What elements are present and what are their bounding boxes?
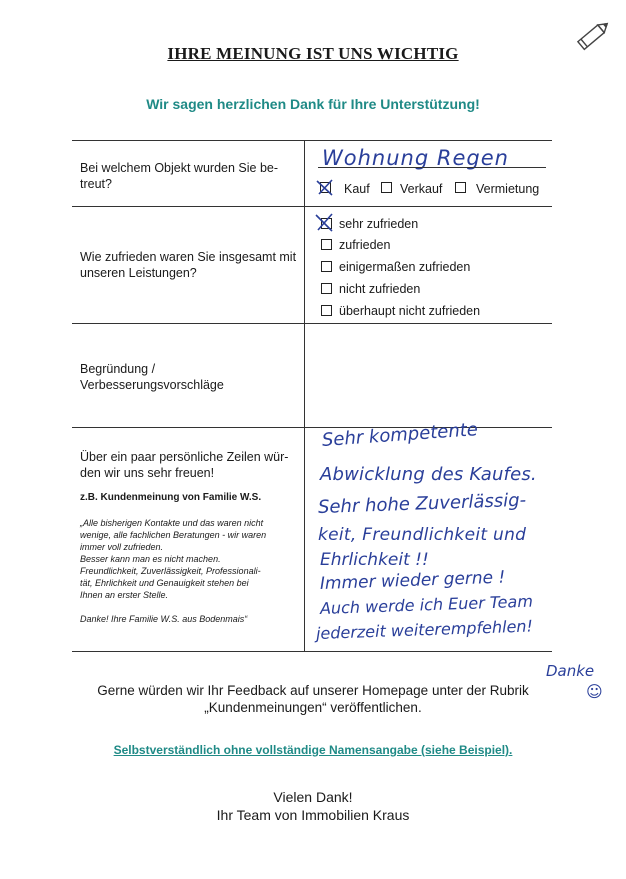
table-divider — [72, 140, 552, 141]
table-divider — [72, 323, 552, 324]
handwritten-line: Immer wieder gerne ! — [319, 567, 506, 594]
table-column-divider — [304, 140, 305, 651]
handwritten-line: jederzeit weiterempfehlen! — [315, 616, 534, 643]
closing-team-line: Ihr Team von Immobilien Kraus — [216, 807, 410, 823]
handwritten-line: Sehr kompetente — [321, 419, 479, 451]
table-divider — [72, 651, 552, 652]
option-sehr-zufrieden-label: sehr zufrieden — [339, 217, 419, 231]
example-signature: Danke! Ihre Familie W.S. aus Bodenmais“ — [80, 614, 248, 624]
checkbox-verkauf[interactable] — [381, 182, 392, 193]
handwritten-line: Ehrlichkeit !! — [320, 550, 429, 570]
closing-thanks-line: Vielen Dank! — [273, 789, 353, 805]
page-title: IHRE MEINUNG IST UNS WICHTIG — [167, 44, 459, 63]
page-subtitle: Wir sagen herzlichen Dank für Ihre Unterstützung! — [146, 96, 480, 112]
handwritten-line: Auch werde ich Euer Team — [319, 591, 534, 618]
handwritten-line: Abwicklung des Kaufes. — [320, 464, 537, 485]
question-personal-lines: Über ein paar persönliche Zeilen wür- den wir uns sehr freuen! — [80, 450, 289, 480]
checkmark-icon — [313, 210, 337, 234]
handwritten-line: keit, Freundlichkeit und — [318, 525, 527, 545]
question-satisfaction: Wie zufrieden waren Sie insgesamt mit unseren Leistungen? — [80, 250, 297, 280]
table-divider — [72, 206, 552, 207]
checkbox-ueberhaupt-nicht[interactable] — [321, 305, 332, 316]
option-ueberhaupt-nicht-label: überhaupt nicht zufrieden — [339, 304, 481, 318]
answer-underline — [318, 167, 546, 168]
question-reason: Begründung / Verbesserungsvorschläge — [80, 362, 224, 392]
checkbox-vermietung[interactable] — [455, 182, 466, 193]
closing-thanks — [0, 788, 626, 824]
option-verkauf-label: Verkauf — [400, 182, 443, 196]
option-vermietung-label: Vermietung — [476, 182, 540, 196]
example-heading: z.B. Kundenmeinung von Familie W.S. — [80, 492, 262, 503]
reason-answer-field[interactable] — [310, 328, 546, 422]
question-object: Bei welchem Objekt wurden Sie be- treut? — [80, 161, 279, 191]
table-divider — [72, 427, 552, 428]
handwritten-object-name: Wohnung Regen — [322, 146, 509, 170]
checkbox-zufrieden[interactable] — [321, 239, 332, 250]
handwritten-signature: Danke — [546, 662, 595, 680]
option-einigermassen-label: einigermaßen zufrieden — [339, 260, 471, 274]
checkbox-einigermassen[interactable] — [321, 261, 332, 272]
option-kauf-label: Kauf — [344, 182, 370, 196]
handwritten-line: Sehr hohe Zuverlässig- — [317, 489, 527, 518]
smiley-icon: ☺ — [586, 682, 603, 701]
anonymity-note: Selbstverständlich ohne vollständige Namensangabe (siehe Beispiel). — [113, 743, 513, 757]
checkbox-nicht-zufrieden[interactable] — [321, 283, 332, 294]
example-quote: „Alle bisherigen Kontakte und das waren nicht wenige, alle fachlichen Beratungen - wir waren immer voll zufrieden. Besser kann man es nicht machen. Freundlichkeit, Zuverlässigkeit, Professionali- tät, Ehrlichkeit und Genauigkeit stehen bei Ihnen an erster Stelle. — [80, 518, 267, 600]
feedback-note: Gerne würden wir Ihr Feedback auf unserer Homepage unter der Rubrik „Kundenmeinungen“ veröffentlichen. — [97, 683, 529, 715]
checkmark-icon — [314, 176, 336, 198]
option-nicht-zufrieden-label: nicht zufrieden — [339, 282, 421, 296]
option-zufrieden-label: zufrieden — [339, 238, 391, 252]
